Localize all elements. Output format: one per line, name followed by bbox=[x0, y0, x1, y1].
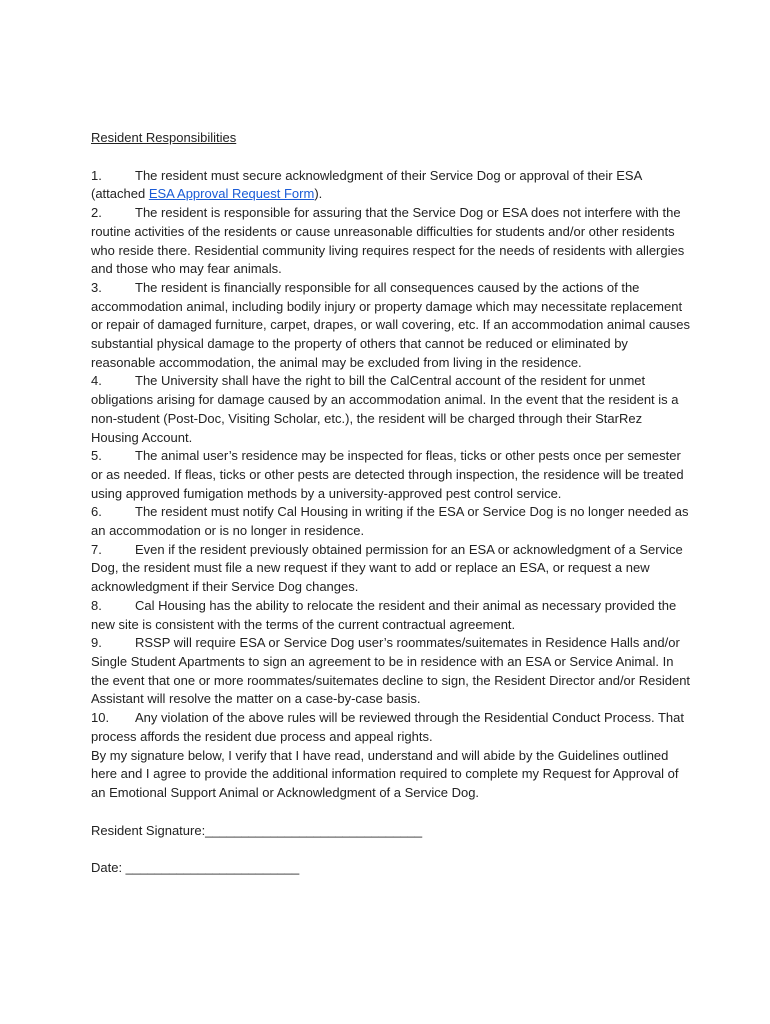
item-number: 4. bbox=[91, 373, 102, 389]
list-item-5 bbox=[91, 447, 691, 503]
item-number: 6. bbox=[91, 504, 102, 520]
resident-signature-field[interactable]: Resident Signature:______________________________ bbox=[91, 822, 423, 838]
item-number: 9. bbox=[91, 635, 102, 651]
item-text: The resident is financially responsible for all consequences caused by the actions of the accommodation animal, including bodily injury or property damage which may necessitate replacement or repair of damaged furniture, carpet, drapes, or wall covering, etc. If an accommodation animal causes substantial physical damage to the property of others that cannot be reduced or eliminated by reasonable accommodation, the animal may be excluded from living in the residence. bbox=[91, 279, 691, 370]
list-item-2 bbox=[91, 204, 691, 279]
item-number: 10. bbox=[91, 710, 110, 726]
list-item-8 bbox=[91, 597, 691, 634]
item-number: 5. bbox=[91, 448, 102, 464]
list-item-9 bbox=[91, 634, 691, 709]
item-text: The resident must notify Cal Housing in writing if the ESA or Service Dog is no longer needed as an accommodation or is no longer in residence. bbox=[91, 504, 689, 539]
item-text: The University shall have the right to bill the CalCentral account of the resident for unmet obligations arising for damage caused by an accommodation animal. In the event that the resident is a non-student (Post-Doc, Visiting Scholar, etc.), the resident will be charged through their StarRez Housing Account. bbox=[91, 373, 679, 445]
page-title: Resident Responsibilities bbox=[91, 130, 237, 145]
item-text: Any violation of the above rules will be reviewed through the Residential Conduct Process. That process affords the resident due process and appeal rights. bbox=[91, 710, 684, 744]
item-text: Even if the resident previously obtained permission for an ESA or acknowledgment of a Service Dog, the resident must file a new request if they want to add or replace an ESA, or request a new acknowledgment if their Service Dog changes. bbox=[91, 541, 683, 595]
item-number: 2. bbox=[91, 205, 102, 221]
closing-statement: By my signature below, I verify that I have read, understand and will abide by the Guidelines outlined here and I agree to provide the additional information required to complete my Request for Approval of an Emotional Support Animal or Acknowledgment of a Service Dog. bbox=[91, 747, 679, 800]
item-text: Cal Housing has the ability to relocate the resident and their animal as necessary provided the new site is consistent with the terms of the current contractual agreement. bbox=[91, 597, 677, 632]
item-text: The resident is responsible for assuring that the Service Dog or ESA does not interfere with the routine activities of the residents or cause unreasonable difficulties for students and/or other residents who reside there. Residential community living requires respect for the needs of residents with allergies and those who may fear animals. bbox=[91, 205, 685, 277]
item-text: The animal user’s residence may be inspected for fleas, ticks or other pests once per semester or as needed. If fleas, ticks or other pests are detected through inspection, the residence will be treated using approved fumigation methods by a university-approved pest control service. bbox=[91, 448, 684, 501]
item-number: 8. bbox=[91, 597, 102, 613]
item-text: RSSP will require ESA or Service Dog user’s roommates/suitemates in Residence Halls and/or Single Student Apartments to sign an agreement to be in residence with an ESA or Service Animal. In the event that one or more roommates/suitemates decline to sign, the Resident Director and/or Resident Assistant will resolve the matter on a case-by-case basis. bbox=[91, 635, 691, 707]
list-item-10 bbox=[91, 709, 691, 746]
esa-approval-request-form-link[interactable]: ESA Approval Request Form bbox=[148, 186, 315, 202]
date-field[interactable]: Date: ________________________ bbox=[91, 860, 300, 876]
list-item-6 bbox=[91, 503, 691, 540]
document-page bbox=[91, 129, 691, 878]
item-number: 1. bbox=[91, 167, 102, 183]
list-item-3 bbox=[91, 279, 691, 373]
list-item-4 bbox=[91, 372, 691, 447]
item-number: 7. bbox=[91, 541, 102, 557]
list-item-1 bbox=[91, 167, 691, 204]
item-number: 3. bbox=[91, 279, 102, 295]
item-text: The resident must secure acknowledgment of their Service Dog or approval of their ESA (attached bbox=[91, 167, 642, 202]
list-item-7 bbox=[91, 541, 691, 597]
item-text-end: ). bbox=[314, 186, 323, 202]
